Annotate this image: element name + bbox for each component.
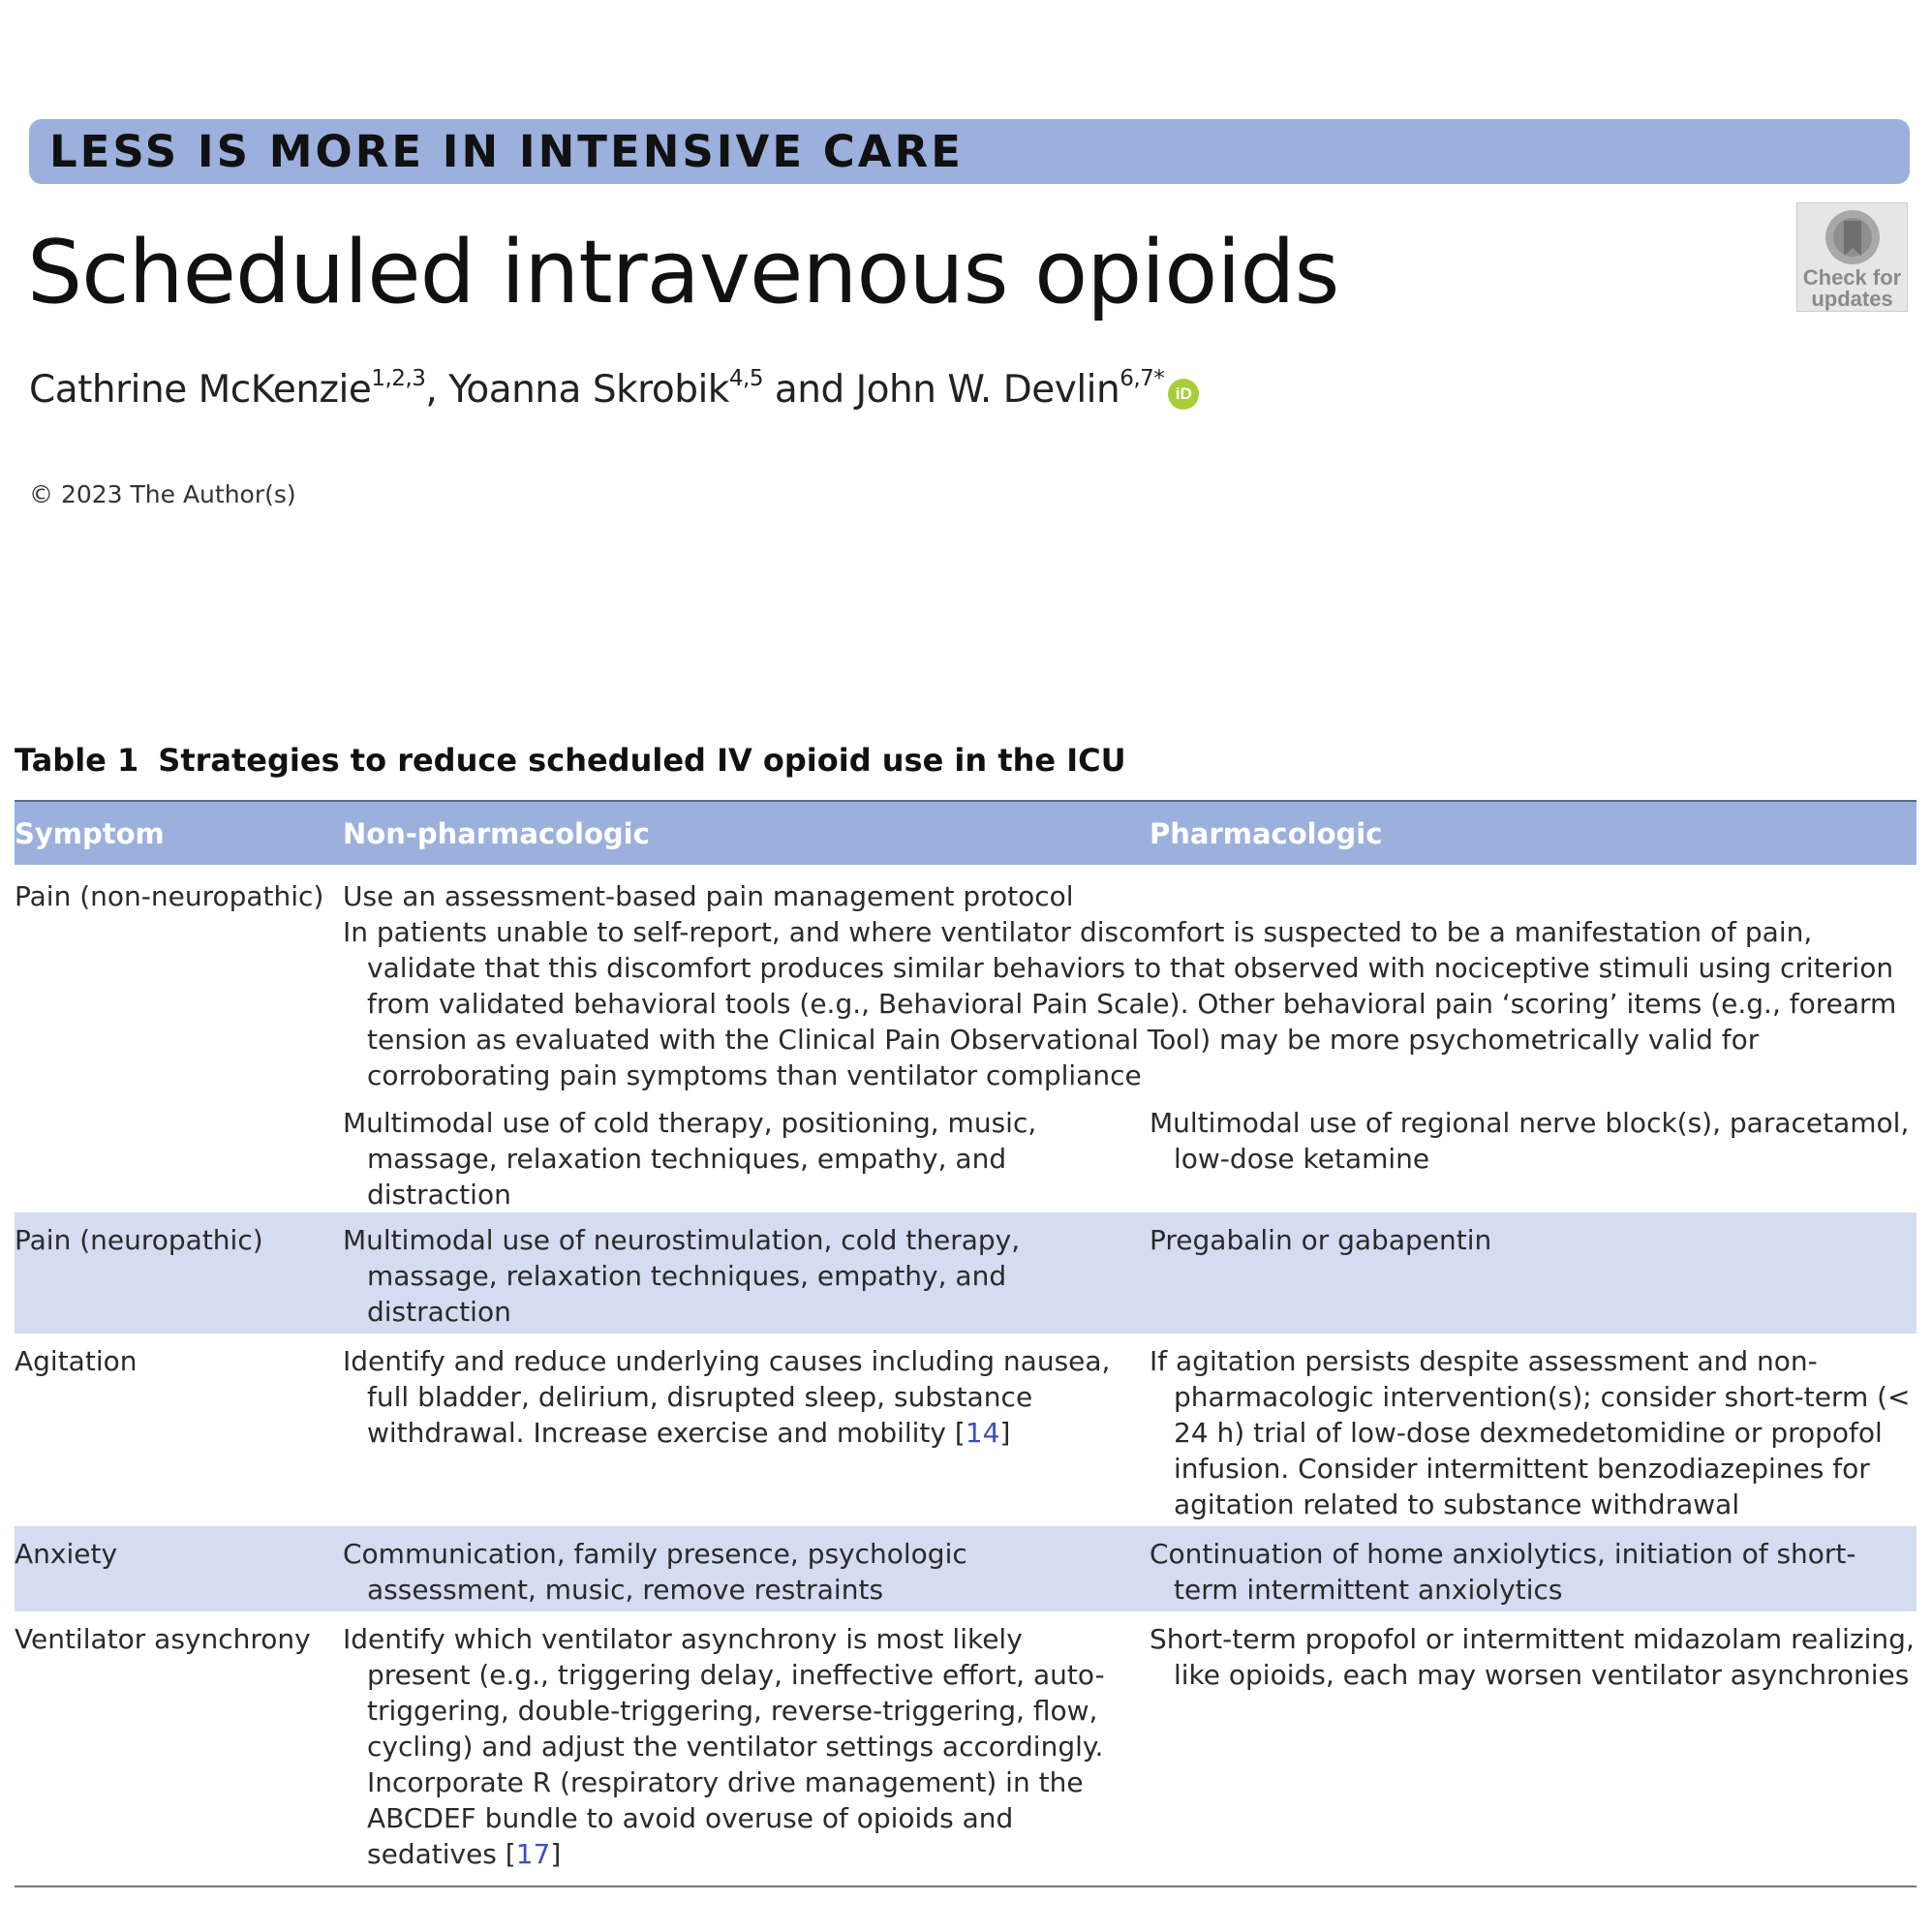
reference-link[interactable]: 17 bbox=[515, 1838, 551, 1870]
symptom-cell: Ventilator asynchrony bbox=[15, 1623, 311, 1655]
section-banner bbox=[29, 119, 1910, 184]
table-label: Table 1 bbox=[15, 742, 139, 779]
symptom-cell: Anxiety bbox=[15, 1538, 118, 1570]
bookmark-circle-icon bbox=[1823, 207, 1883, 267]
symptom-cell: Pain (non-neuropathic) bbox=[15, 880, 324, 912]
nonpharm-text-wrap: Identify and reduce underlying causes including nausea, full bladder, delirium, disrupted sleep, substance withdrawal. Increase exercise and mobility [14] bbox=[343, 1345, 1111, 1449]
pharm-cell bbox=[1150, 1093, 1917, 1212]
author-affiliation: 6,7* bbox=[1119, 366, 1165, 391]
pharm-text: Short-term propofol or intermittent midazolam realizing, like opioids, each may worsen ventilator asynchronies bbox=[1150, 1623, 1915, 1691]
author-affiliation: 4,5 bbox=[728, 366, 763, 391]
nonpharm-cell bbox=[343, 1334, 1150, 1526]
pharm-text: Continuation of home anxiolytics, initiation of short-term intermittent anxiolytics bbox=[1150, 1538, 1856, 1606]
pharm-cell bbox=[1150, 1334, 1917, 1526]
article-title: Scheduled intravenous opioids bbox=[27, 222, 1339, 323]
protocol-text: Use an assessment-based pain management protocol bbox=[343, 880, 1074, 912]
symptom-cell: Agitation bbox=[15, 1345, 138, 1377]
strategies-table bbox=[15, 800, 1917, 1887]
nonpharm-text: Identify which ventilator asynchrony is most likely present (e.g., triggering delay, ineffective effort, auto-triggering, double-triggering, reverse-triggering, flow, cycling) and adjust the ventilator settings accordingly. Incorporate R (respiratory drive management) in the ABCDEF bundle to avoid overuse of opioids and sedatives bbox=[343, 1623, 1105, 1870]
table-title: Strategies to reduce scheduled IV opioid use in the ICU bbox=[158, 742, 1126, 779]
nonpharm-text: Communication, family presence, psychologic assessment, music, remove restraints bbox=[343, 1538, 967, 1606]
header-nonpharmacologic: Non-pharmacologic bbox=[343, 816, 650, 850]
banner-text: LESS IS MORE IN INTENSIVE CARE bbox=[49, 126, 964, 177]
author-name: Yoanna Skrobik bbox=[448, 368, 729, 412]
author-list bbox=[29, 368, 1199, 412]
table-row bbox=[15, 1212, 1917, 1334]
nonpharm-cell bbox=[343, 1093, 1150, 1212]
pharm-cell bbox=[1150, 1526, 1917, 1611]
nonpharm-text-wrap: Identify which ventilator asynchrony is most likely present (e.g., triggering delay, ineffective effort, auto-triggering, double-triggering, reverse-triggering, flow, cycling) and adjust the ventilator settings accordingly. Incorporate R (respiratory drive management) in the ABCDEF bundle to avoid overuse of opioids and sedatives [17] bbox=[343, 1623, 1105, 1870]
nonpharm-cell bbox=[343, 1212, 1150, 1334]
pharm-text: Multimodal use of regional nerve block(s), paracetamol, low-dose ketamine bbox=[1150, 1107, 1910, 1175]
table-row bbox=[15, 865, 1917, 1093]
table-caption bbox=[15, 742, 1126, 779]
author-separator: and bbox=[762, 368, 856, 412]
symptom-cell: Pain (neuropathic) bbox=[15, 1224, 263, 1256]
table-row bbox=[15, 1526, 1917, 1611]
symptom-cell-empty bbox=[15, 1093, 343, 1212]
check-updates-line1: Check for bbox=[1802, 265, 1902, 290]
table-row bbox=[15, 1093, 1917, 1212]
nonpharm-cell bbox=[343, 1526, 1150, 1611]
author-name: John W. Devlin bbox=[855, 368, 1120, 412]
nonpharm-text: Multimodal use of cold therapy, positioning, music, massage, relaxation techniques, empathy, and distraction bbox=[343, 1107, 1037, 1211]
pharm-text: Pregabalin or gabapentin bbox=[1150, 1224, 1492, 1256]
pharm-cell bbox=[1150, 1611, 1917, 1886]
pharm-cell bbox=[1150, 1212, 1917, 1334]
check-for-updates-badge[interactable] bbox=[1796, 202, 1908, 312]
orcid-icon[interactable]: iD bbox=[1168, 379, 1199, 410]
nonpharm-text: Identify and reduce underlying causes including nausea, full bladder, delirium, disrupted sleep, substance withdrawal. Increase exercise and mobility bbox=[343, 1345, 1111, 1449]
author-separator: , bbox=[425, 368, 449, 412]
author-affiliation: 1,2,3 bbox=[371, 366, 426, 391]
author-name: Cathrine McKenzie bbox=[29, 368, 372, 412]
span-cell bbox=[343, 865, 1917, 1093]
pharm-text: If agitation persists despite assessment and non-pharmacologic intervention(s); consider short-term (< 24 h) trial of low-dose dexmedetomidine or propofol infusion. Consider intermittent benzodiazepines for agitation related to substance withdrawal bbox=[1150, 1345, 1911, 1520]
nonpharm-cell bbox=[343, 1611, 1150, 1886]
nonpharm-text: Multimodal use of neurostimulation, cold therapy, massage, relaxation techniques, empathy, and distraction bbox=[343, 1224, 1021, 1328]
unable-to-report-text: In patients unable to self-report, and where ventilator discomfort is suspected to be a manifestation of pain, validate that this discomfort produces similar behaviors to that observed with nociceptive stimuli using criterion from validated behavioral tools (e.g., Behavioral Pain Scale). Other behavioral pain ‘scoring’ items (e.g., forearm tension as evaluated with the Clinical Pain Observational Tool) may be more psychometrically valid for corroborating pain symptoms than ventilator compliance bbox=[343, 916, 1897, 1091]
reference-link[interactable]: 14 bbox=[965, 1417, 1000, 1449]
table-header-row bbox=[15, 801, 1917, 865]
table-row bbox=[15, 1334, 1917, 1526]
header-pharmacologic: Pharmacologic bbox=[1150, 816, 1383, 850]
header-symptom: Symptom bbox=[15, 816, 165, 850]
table-row bbox=[15, 1611, 1917, 1886]
check-updates-line2: updates bbox=[1811, 287, 1893, 311]
copyright-notice: © 2023 The Author(s) bbox=[29, 480, 296, 508]
